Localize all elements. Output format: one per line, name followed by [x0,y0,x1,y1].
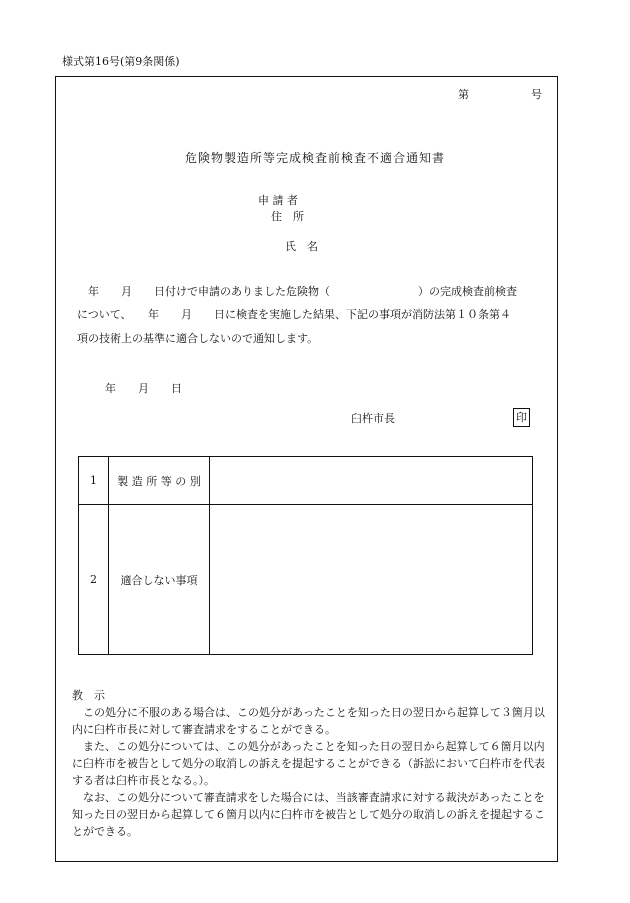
row-number: 1 [79,457,109,505]
body-line-3: 項の技術上の基準に適合しないので通知します。 [77,332,319,345]
document-title: 危険物製造所等完成検査前検査不適合通知書 [184,151,445,165]
notice-heading: 教 示 [72,689,105,702]
body-line-2: について、 年 月 日に検査を実施した結果、下記の事項が消防法第１０条第４ [77,308,512,321]
document-number-suffix: 号 [531,88,542,101]
table-row [79,505,533,655]
notice-paragraph: なお、この処分について審査請求をした場合には、当該審査請求に対する裁決があったことを知った日の翌日から起算して６箇月以内に臼杵市を被告として処分の取消しの訴えを提起することができる。 [72,791,545,838]
row-label: 製 造 所 等 の 別 [109,457,210,505]
notice-paragraph: この処分に不服のある場合は、この処分があったことを知った日の翌日から起算して３箇月以内に臼杵市長に対して審査請求をすることができる。 [72,706,545,736]
name-label: 氏 名 [285,240,318,253]
form-number-label: 様式第16号(第9条関係) [62,55,180,68]
body-line-1: 年 月 日付けで申請のありました危険物（ ）の完成検査前検査 [88,285,517,298]
row-value [210,505,533,655]
row-value [210,457,533,505]
notice-paragraph: また、この処分については、この処分があったことを知った日の翌日から起算して６箇月以内に臼杵市を被告として処分の取消しの訴えを提起することができる（訴訟において臼杵市を代表する者は臼杵市長となる。）。 [72,740,545,787]
address-label: 住 所 [271,210,304,223]
items-table [78,456,533,655]
notice-section [72,687,552,840]
table-row [79,457,533,505]
seal-mark: 印 [513,408,530,427]
row-label: 適合しない事項 [109,505,210,655]
issuer-name: 臼杵市長 [351,412,395,425]
applicant-label: 申 請 者 [258,194,298,207]
issue-date: 年 月 日 [105,382,182,395]
row-number: 2 [79,505,109,655]
document-number-prefix: 第 [458,88,469,101]
